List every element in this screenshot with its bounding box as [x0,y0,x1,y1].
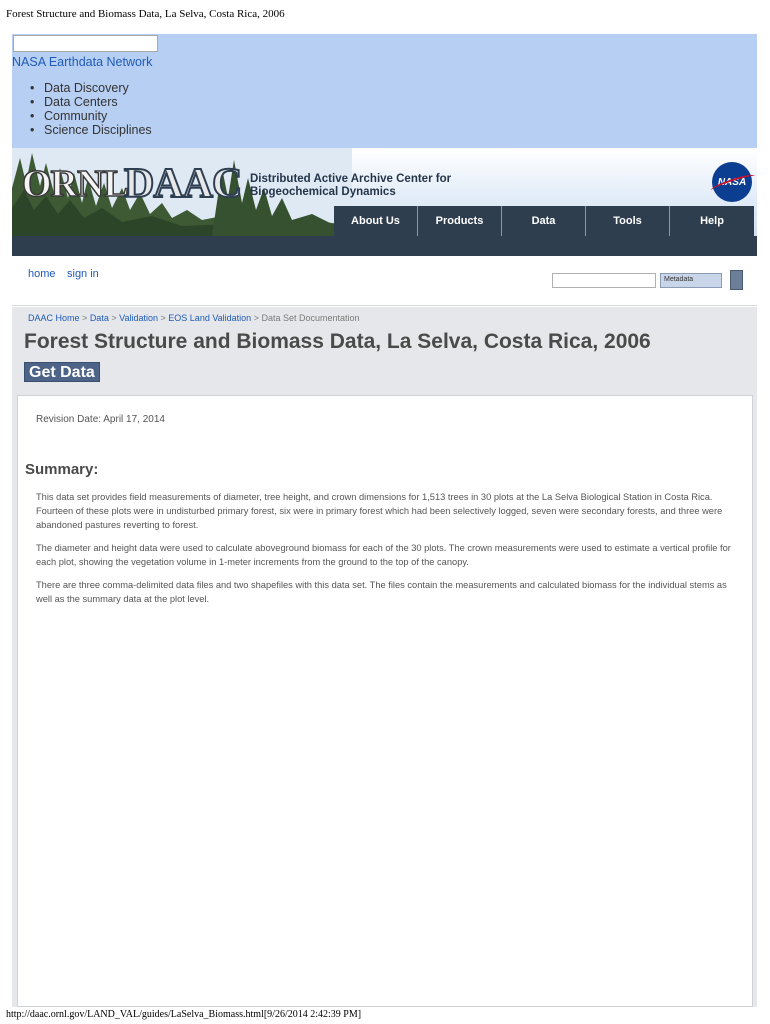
home-link[interactable]: home [28,268,56,280]
revision-date: Revision Date: April 17, 2014 [36,414,165,425]
breadcrumb-separator: > [253,313,259,323]
nasa-meatball-icon[interactable]: NASA [712,162,752,202]
summary-paragraph-1: This data set provides field measurements of diameter, tree height, and crown dimensions for 1,513 trees in 30 plots at the La Selva Biological Station in Costa Rica. Fourteen of these plots were in undisturbed primary forest, six were in primary forest which had been selectively logged, seven were secondary forests, and three were abandoned pastures reverting to forest. [36,492,723,530]
main-navigation [12,206,757,256]
nav-help[interactable]: Help [670,206,754,236]
site-toolbar [12,256,757,306]
document-panel [17,395,753,1007]
nav-about-us[interactable]: About Us [334,206,418,236]
breadcrumb-data[interactable]: Data [89,313,109,323]
earthdata-links [30,81,152,137]
get-data-button[interactable]: Get Data [24,362,100,382]
tagline-line-2: Biogeochemical Dynamics [250,186,396,198]
page-title: Forest Structure and Biomass Data, La Selva, Costa Rica, 2006 [24,330,651,353]
breadcrumb-separator: > [82,313,88,323]
earthdata-network-link[interactable]: NASA Earthdata Network [12,55,153,69]
summary-paragraph-3: There are three comma-delimited data files and two shapefiles with this data set. The files contain the measurements and calculated biomass for the individual stems as well as the summary data at the plot level. [36,580,727,604]
nav-bar-fill [12,236,757,256]
earthdata-bar [12,34,757,148]
nav-tools[interactable]: Tools [586,206,670,236]
breadcrumb-daac-home[interactable]: DAAC Home [28,313,80,323]
print-header-title: Forest Structure and Biomass Data, La Selva, Costa Rica, 2006 [6,8,285,20]
tagline-line-1: Distributed Active Archive Center for [250,173,452,185]
nav-products[interactable]: Products [418,206,502,236]
earthdata-link-data-discovery[interactable]: • Data Discovery [30,81,152,95]
breadcrumb-separator: > [111,313,117,323]
earthdata-link-science-disciplines[interactable]: • Science Disciplines [30,123,152,137]
earthdata-search-input[interactable] [13,35,158,52]
nav-data[interactable]: Data [502,206,586,236]
search-scope-select[interactable]: Metadata [660,273,722,288]
summary-paragraph-2: The diameter and height data were used to calculate aboveground biomass for each of the 30 plots. The crown measurements were used to estimate a vertical profile for each plot, showing the vegetation volume in 1-meter increments from the ground to the top of the canopy. [36,543,731,567]
banner-tagline [250,173,451,199]
summary-heading: Summary: [25,461,99,478]
sign-in-link[interactable]: sign in [67,268,99,280]
site-search-input[interactable] [552,273,656,288]
content-area [12,307,757,1007]
breadcrumb-validation[interactable]: Validation [119,313,158,323]
ornl-logo[interactable]: ORNL [22,163,128,205]
search-submit-button[interactable] [730,270,743,290]
earthdata-link-community[interactable]: • Community [30,109,152,123]
breadcrumb-separator: > [160,313,166,323]
breadcrumb-current: Data Set Documentation [261,313,360,323]
breadcrumb [28,313,360,323]
print-footer-url: http://daac.ornl.gov/LAND_VAL/guides/LaSelva_Biomass.html[9/26/2014 2:42:39 PM] [6,1009,362,1020]
nav-menu [334,206,754,236]
earthdata-link-data-centers[interactable]: • Data Centers [30,95,152,109]
breadcrumb-eos-land-validation[interactable]: EOS Land Validation [168,313,252,323]
daac-logo[interactable]: DAAC [124,161,242,207]
